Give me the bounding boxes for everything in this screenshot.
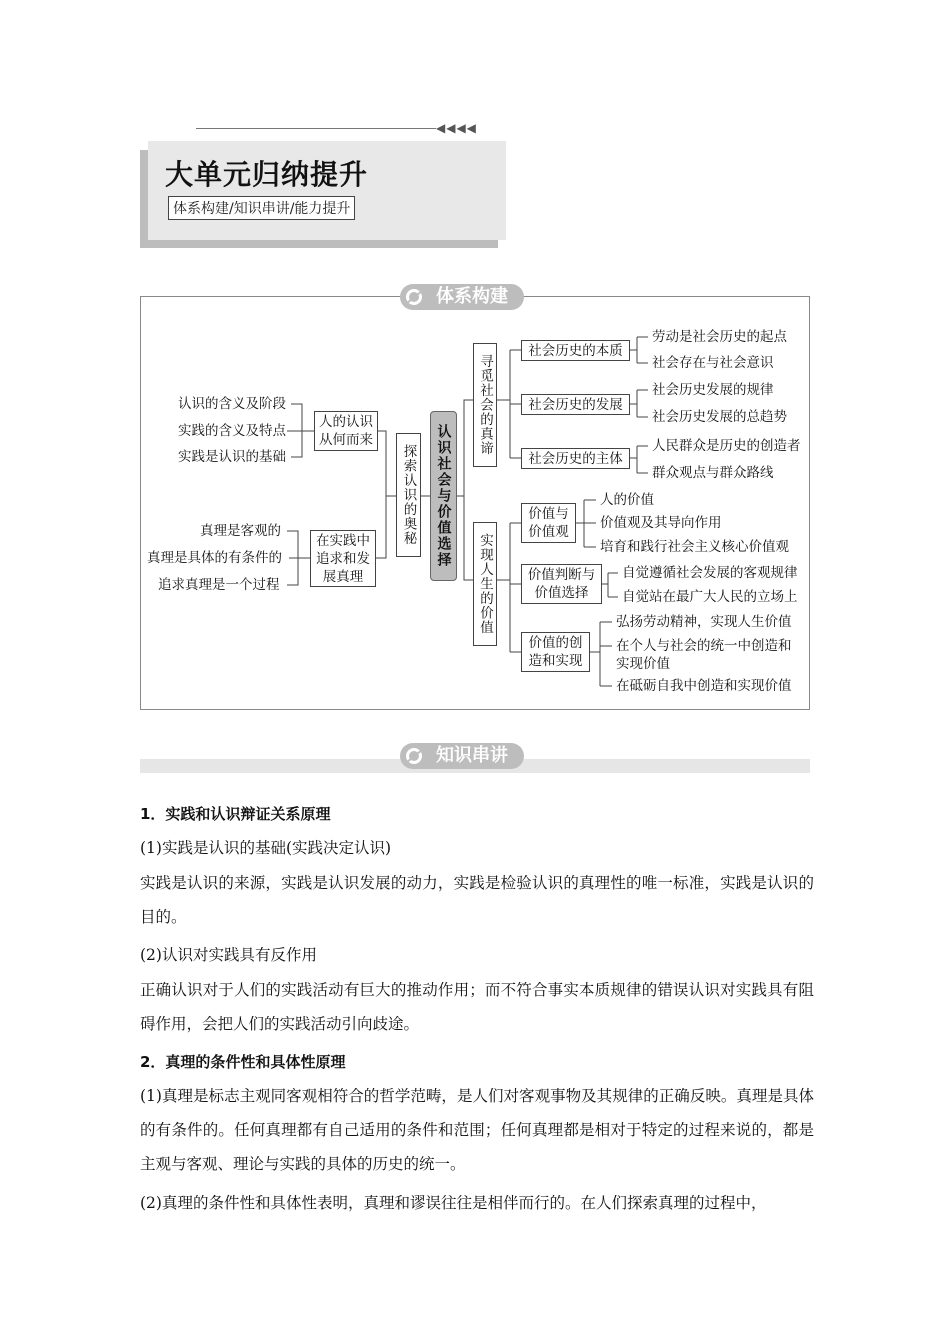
leaf-item: 人的价值 (600, 492, 654, 508)
paragraph: 正确认识对于人们的实践活动有巨大的推动作用；而不符合事实本质规律的错误认识对实践具有阻碍作用，会把人们的实践活动引向歧途。 (140, 981, 814, 1033)
leaf-item: 实践的含义及特点 (178, 423, 286, 439)
node-history-development: 社会历史的发展 (521, 394, 630, 415)
leaf-item: 群众观点与群众路线 (652, 465, 774, 481)
section-heading-system (400, 284, 524, 310)
leaf-item: 追求真理是一个过程 (158, 577, 280, 593)
paragraph: 实践是认识的来源，实践是认识发展的动力，实践是检验认识的真理性的唯一标准，实践是认识的目的。 (140, 874, 814, 926)
section-badge-icon (404, 287, 426, 307)
leaf-item: 弘扬劳动精神，实现人生价值 (616, 614, 792, 630)
section-heading-knowledge (400, 743, 524, 769)
content-heading-1: 1．实践和认识辩证关系原理 (140, 805, 331, 823)
header-arrows: ◀◀◀◀ (436, 121, 477, 135)
node-knowledge-origin: 人的认识从何而来 (314, 411, 378, 451)
node-value-and-values: 价值与价值观 (521, 503, 576, 543)
branch-explore-knowledge: 探索认识的奥秘 (396, 433, 421, 557)
section-heading-knowledge-label: 知识串讲 (436, 745, 508, 766)
section-heading-system-label: 体系构建 (436, 286, 508, 307)
node-pursue-truth: 在实践中追求和发展真理 (310, 530, 376, 587)
paragraph: (1)真理是标志主观同客观相符合的哲学范畴，是人们对客观事物及其规律的正确反映。真理是具体的有条件的。任何真理都有自己适用的条件和范围；任何真理都是相对于特定的过程来说的，都是主观与客观、理论与实践的具体的历史的统一。 (140, 1087, 814, 1173)
node-history-essence: 社会历史的本质 (521, 340, 630, 361)
node-value-judgment: 价值判断与价值选择 (521, 564, 602, 604)
content-heading-2: 2．真理的条件性和具体性原理 (140, 1053, 346, 1071)
leaf-item: 在砥砺自我中创造和实现价值 (616, 678, 792, 694)
leaf-item: 自觉遵循社会发展的客观规律 (622, 565, 798, 581)
leaf-item: 人民群众是历史的创造者 (652, 438, 801, 454)
paragraph-title: (2)认识对实践具有反作用 (140, 946, 317, 964)
leaf-item: 认识的含义及阶段 (178, 396, 286, 412)
leaf-item: 价值观及其导向作用 (600, 515, 722, 531)
node-history-subject: 社会历史的主体 (521, 448, 630, 469)
leaf-item: 在个人与社会的统一中创造和实现价值 (616, 638, 792, 672)
node-value-creation: 价值的创造和实现 (521, 632, 590, 672)
section-badge-icon (404, 746, 426, 766)
paragraph: (2)真理的条件性和具体性表明，真理和谬误往往是相伴而行的。在人们探索真理的过程中， (140, 1194, 767, 1212)
leaf-item: 真理是具体的有条件的 (147, 550, 282, 566)
leaf-item: 自觉站在最广大人民的立场上 (622, 589, 798, 605)
page-subtitle: 体系构建/知识串讲/能力提升 (168, 196, 355, 220)
leaf-item: 社会存在与社会意识 (652, 355, 774, 371)
paragraph-title: (1)实践是认识的基础(实践决定认识) (140, 839, 392, 857)
page-title: 大单元归纳提升 (165, 158, 369, 191)
leaf-item: 社会历史发展的规律 (652, 382, 774, 398)
leaf-item: 劳动是社会历史的起点 (652, 329, 787, 345)
leaf-item: 实践是认识的基础 (178, 449, 286, 465)
leaf-item: 真理是客观的 (200, 523, 281, 539)
branch-society-truth: 寻觅社会的真谛 (473, 343, 497, 467)
branch-life-value: 实现人生的价值 (473, 522, 497, 646)
leaf-item: 培育和践行社会主义核心价值观 (600, 539, 789, 555)
core-topic (430, 411, 457, 581)
leaf-item: 社会历史发展的总趋势 (652, 409, 787, 425)
core-topic-label: 认识社会与价值选择 (434, 415, 453, 577)
